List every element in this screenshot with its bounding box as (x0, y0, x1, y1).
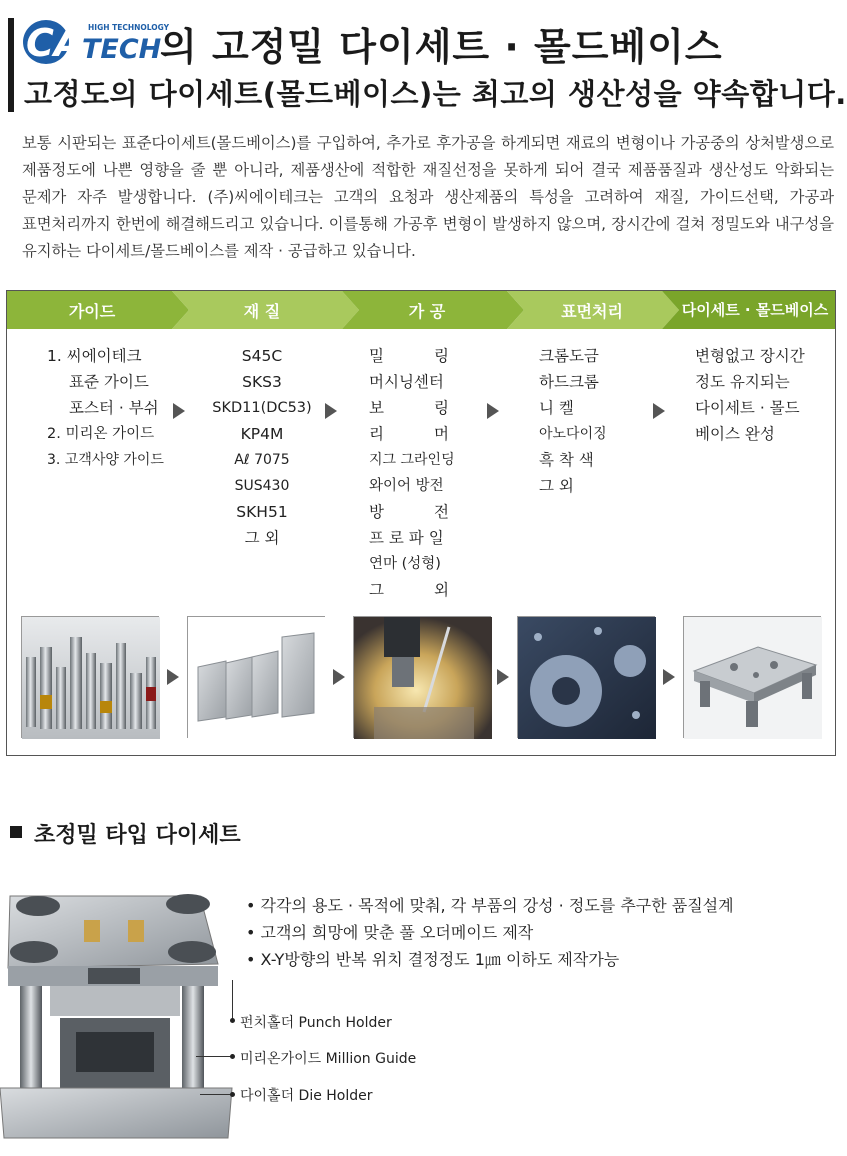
callout-leader (200, 1094, 230, 1095)
page-subtitle: 고정도의 다이세트(몰드베이스)는 최고의 생산성을 약속합니다. (24, 77, 847, 111)
machining-item: 밀 링 (369, 347, 449, 365)
machining-item: 방 전 (369, 503, 449, 521)
callout-million-guide: 미리온가이드 Million Guide (240, 1051, 417, 1067)
ca-tech-logo (22, 14, 170, 66)
flow-arrow-icon (497, 669, 509, 685)
material-item: 그 외 (244, 529, 280, 547)
callout-leader (232, 980, 233, 1020)
surface-item: 아노다이징 (539, 426, 607, 442)
guide-posts-photo (21, 616, 159, 738)
material-item: SUS430 (234, 478, 290, 494)
machining-item: 프 로 파 일 (369, 529, 444, 547)
flow-arrow-icon (663, 669, 675, 685)
section-title: 초정밀 타입 다이세트 (34, 823, 241, 848)
process-step-bar (7, 291, 835, 329)
result-item: 정도 유지되는 (695, 373, 790, 391)
machining-item: 그 외 (369, 581, 449, 599)
surface-plate-photo (517, 616, 655, 738)
surface-item: 하드크롬 (539, 373, 599, 391)
feature-list (246, 892, 734, 973)
material-item: SKD11(DC53) (212, 400, 312, 416)
machining-item: 연마 (성형) (369, 556, 441, 572)
guide-item: 3. 고객사양 가이드 (47, 452, 164, 468)
steel-blocks-photo (187, 616, 325, 738)
result-column (695, 343, 805, 447)
surface-column (539, 343, 607, 499)
machining-photo (353, 616, 491, 738)
material-item: SKH51 (236, 503, 288, 521)
precision-die-set-photo (0, 868, 232, 1148)
callout-dot (230, 1018, 235, 1023)
callout-die-holder: 다이홀더 Die Holder (240, 1088, 373, 1104)
feature-item: • 각각의 용도 · 목적에 맞춰, 각 부품의 강성 · 정도를 추구한 품질설계 (246, 892, 734, 919)
guide-item: 2. 미리온 가이드 (47, 426, 155, 442)
feature-item: • X-Y방향의 반복 위치 결정정도 1㎛ 이하도 제작가능 (246, 946, 734, 973)
header-accent-bar (8, 18, 14, 112)
intro-paragraph: 보통 시판되는 표준다이세트(몰드베이스)를 구입하여, 추가로 후가공을 하게되면 재료의 변형이나 가공중의 상처발생으로 제품정도에 나쁜 영향을 줄 뿐 아니라, 제품생산에 적합한 재질선정을 못하게 되어 결국 제품품질과 생산성도 악화되는 문제가 자주 발생합니다. (주)씨에이테크는 고객의 요청과 생산제품의 특성을 고려하여 재질, 가이드선택, 가공과 표면처리까지 한번에 해결해드리고 있습니다. 이를통해 가공후 변형이 발생하지 않으며, 장시간에 걸쳐 정밀도와 내구성을 유지하는 다이세트/몰드베이스를 제작 · 공급하고 있습니다. (22, 134, 834, 260)
callout-dot (230, 1054, 235, 1059)
step-surface: 표면처리 (561, 302, 623, 321)
logo-tagline: HIGH TECHNOLOGY (88, 23, 170, 32)
process-panel (6, 290, 836, 756)
callout-dot (230, 1092, 235, 1097)
step-guide: 가이드 (68, 302, 116, 321)
step-result: 다이세트 · 몰드베이스 (681, 301, 829, 319)
guide-item: 표준 가이드 (69, 373, 149, 391)
material-item: SKS3 (242, 373, 282, 391)
guide-column (47, 343, 164, 473)
flow-arrow-icon (487, 403, 499, 419)
surface-item: 그 외 (539, 477, 574, 495)
die-set-photo (683, 616, 821, 738)
callout-punch-holder: 펀치홀더 Punch Holder (240, 1015, 392, 1031)
result-item: 다이세트 · 몰드 (695, 399, 800, 417)
callout-leader (196, 1056, 230, 1057)
material-item: S45C (241, 347, 283, 365)
step-machining: 가 공 (408, 302, 446, 321)
flow-arrow-icon (167, 669, 179, 685)
flow-arrow-icon (173, 403, 185, 419)
logo-ca-text: CA (26, 21, 84, 65)
machining-item: 보 링 (369, 399, 449, 417)
material-item: Aℓ 7075 (234, 452, 290, 468)
flow-arrow-icon (325, 403, 337, 419)
result-item: 변형없고 장시간 (695, 347, 805, 365)
material-item: KP4M (240, 425, 284, 443)
machining-item: 리 머 (369, 425, 449, 443)
machining-item: 와이어 방전 (369, 478, 444, 494)
surface-item: 니 켈 (539, 399, 574, 417)
flow-arrow-icon (653, 403, 665, 419)
section-bullet-square (10, 826, 22, 838)
flow-arrow-icon (333, 669, 345, 685)
guide-item: 1. 씨에이테크 (47, 347, 142, 365)
feature-item: • 고객의 희망에 맞춘 풀 오더메이드 제작 (246, 919, 734, 946)
material-column (207, 343, 317, 551)
machining-item: 지그 그라인딩 (369, 452, 455, 468)
surface-item: 흑 착 색 (539, 451, 594, 469)
machining-column (369, 343, 455, 603)
step-material: 재 질 (243, 302, 281, 321)
logo-tech-text: TECH (82, 34, 162, 65)
surface-item: 크롬도금 (539, 347, 599, 365)
page-title: 의 고정밀 다이세트 · 몰드베이스 (160, 25, 723, 69)
result-item: 베이스 완성 (695, 425, 775, 443)
guide-item: 포스터 · 부쉬 (69, 399, 159, 417)
machining-item: 머시닝센터 (369, 373, 444, 391)
